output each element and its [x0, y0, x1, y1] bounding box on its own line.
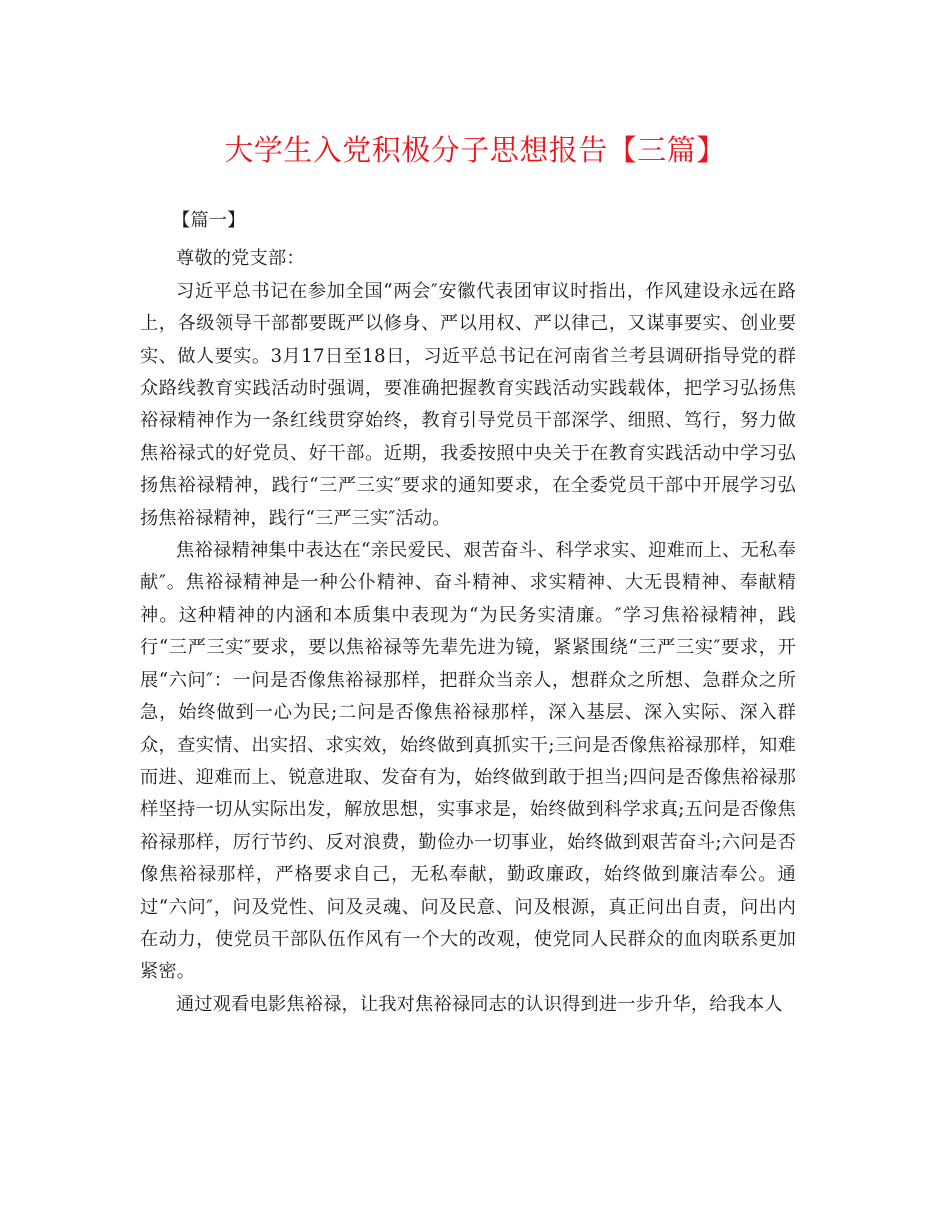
paragraph: 焦裕禄精神集中表达在“亲民爱民、艰苦奋斗、科学求实、迎难而上、无私奉献″。焦裕禄精神是一种公仆精神、奋斗精神、求实精神、大无畏精神、奉献精神。这种精神的内涵和本质集中表现为“为民务实清廉。″学习焦裕禄精神，践行“三严三实″要求，要以焦裕禄等先辈先进为镜，紧紧围绕“三严三实″要求，开展“六问″：一问是否像焦裕禄那样，把群众当亲人，想群众之所想、急群众之所急，始终做到一心为民;二问是否像焦裕禄那样，深入基层、深入实际、深入群众，查实情、出实招、求实效，始终做到真抓实干;三问是否像焦裕禄那样，知难而进、迎难而上、锐意进取、发奋有为，始终做到敢于担当;四问是否像焦裕禄那样坚持一切从实际出发，解放思想，实事求是，始终做到科学求真;五问是否像焦裕禄那样，厉行节约、反对浪费，勤俭办一切事业，始终做到艰苦奋斗;六问是否像焦裕禄那样，严格要求自己，无私奉献，勤政廉政，始终做到廉洁奉公。通过“六问″，问及党性、问及灵魂、问及民意、问及根源，真正问出自责，问出内在动力，使党员干部队伍作风有一个大的改观，使党同人民群众的血肉联系更加紧密。 [140, 540, 796, 983]
section-heading: 【篇一】 [172, 210, 246, 231]
paragraph: 习近平总书记在参加全国“两会″安徽代表团审议时指出，作风建设永远在路上，各级领导干部都要既严以修身、严以用权、严以律己，又谋事要实、创业要实、做人要实。3月17日至18日，习近平总书记在河南省兰考县调研指导党的群众路线教育实践活动时强调，要准确把握教育实践活动实践载体，把学习弘扬焦裕禄精神作为一条红线贯穿始终，教育引导党员干部深学、细照、笃行，努力做焦裕禄式的好党员、好干部。近期，我委按照中央关于在教育实践活动中学习弘扬焦裕禄精神，践行“三严三实″要求的通知要求，在全委党员干部中开展学习弘扬焦裕禄精神，践行“三严三实″活动。 [140, 280, 796, 529]
document-title: 大学生入党积极分子思想报告【三篇】 [224, 133, 726, 167]
salutation: 尊敬的党支部： [176, 248, 305, 270]
paragraph: 通过观看电影焦裕禄，让我对焦裕禄同志的认识得到进一步升华，给我本人 [176, 993, 783, 1015]
document-body [140, 205, 796, 1021]
